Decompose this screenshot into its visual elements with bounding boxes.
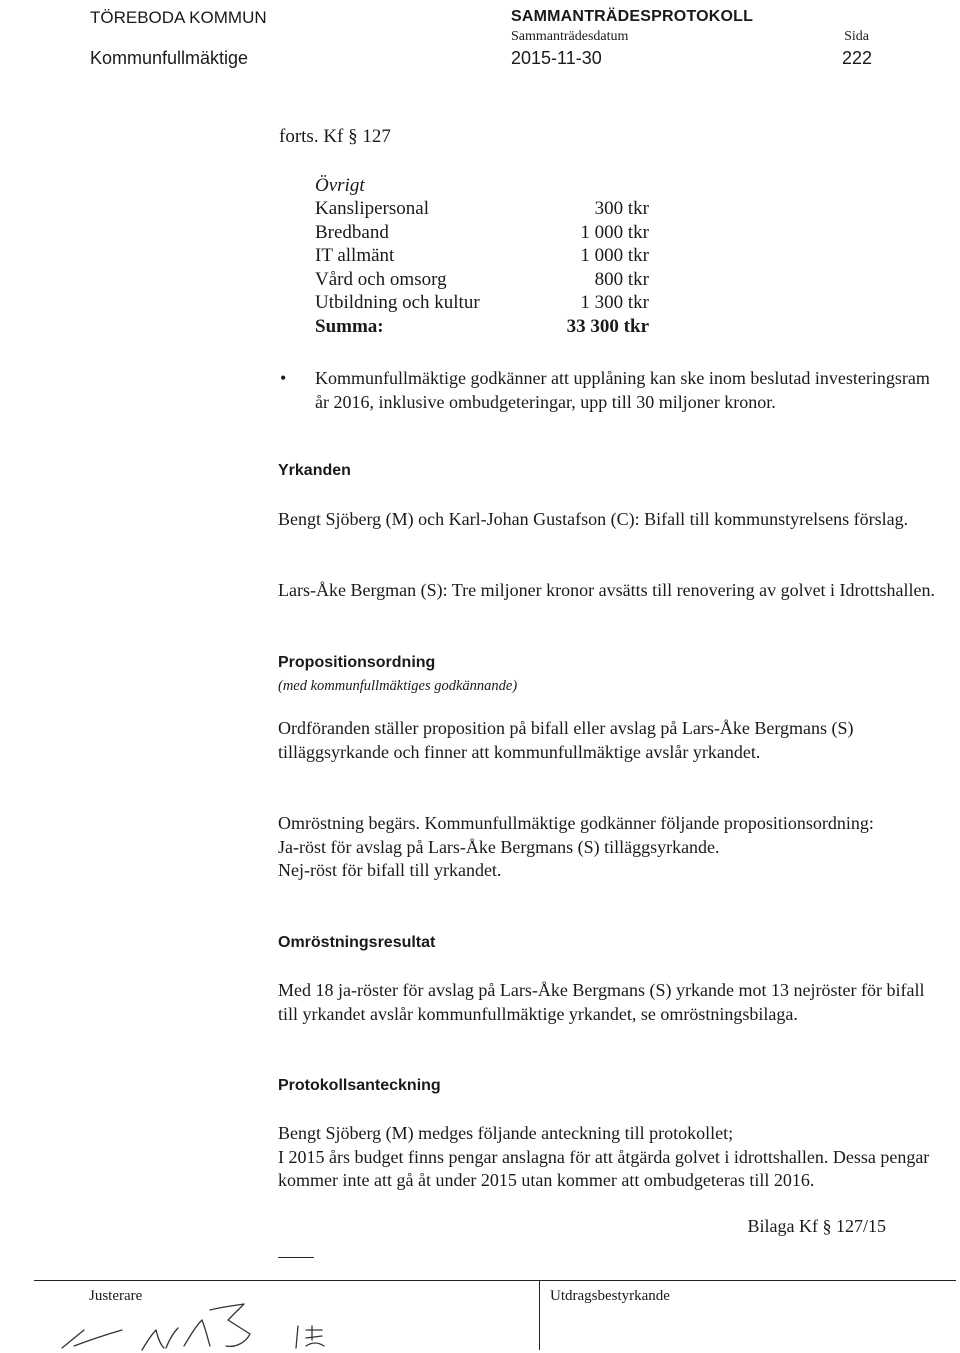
budget-item-label: IT allmänt	[315, 245, 395, 266]
budget-item-amount: 300 tkr	[594, 198, 649, 219]
proposition-heading: Propositionsordning	[278, 654, 436, 671]
budget-row	[315, 222, 675, 246]
note-paragraph	[278, 1122, 938, 1193]
section-continuation: forts. Kf § 127	[279, 126, 391, 147]
yrkande-paragraph	[278, 508, 938, 532]
utdrag-label: Utdragsbestyrkande	[550, 1288, 670, 1304]
yrkande-text: Lars-Åke Bergman (S): Tre miljoner kronor avsätts till renovering av golvet i Idrottshallen.	[278, 580, 936, 600]
page-label: Sida	[844, 29, 869, 44]
result-paragraph	[278, 979, 938, 1026]
budget-item-amount: 1 000 tkr	[580, 221, 649, 243]
yrkanden-section	[278, 459, 938, 483]
vote-order-line: Ja-röst för avslag på Lars-Åke Bergmans (S) tilläggsyrkande.	[278, 836, 720, 857]
budget-list	[315, 175, 675, 339]
budget-sum-amount: 33 300 tkr	[566, 315, 649, 337]
budget-heading: Övrigt	[315, 175, 365, 196]
vote-order-line: Omröstning begärs. Kommunfullmäktige godkänner följande propositionsordning:	[278, 813, 874, 833]
meeting-date: 2015-11-30	[511, 48, 602, 68]
page-number: 222	[841, 48, 872, 68]
budget-row	[315, 198, 675, 222]
budget-item-label: Vård och omsorg	[315, 268, 447, 290]
proposition-text: Ordföranden ställer proposition på bifall eller avslag på Lars-Åke Bergmans (S) tilläggsyrkande och finner att kommunfullmäktige avslår yrkandet.	[278, 718, 854, 762]
note-line: I 2015 års budget finns pengar anslagna för att åtgärda golvet i idrottshallen. Dessa pengar kommer inte att gå åt under 2015 utan kommer att ombudgeteras till 2016.	[278, 1146, 930, 1190]
justerare-label: Justerare	[89, 1288, 143, 1304]
budget-item-label: Utbildning och kultur	[315, 292, 480, 313]
note-line: Bengt Sjöberg (M) medges följande anteckning till protokollet;	[278, 1123, 734, 1143]
vote-order-line: Nej-röst för bifall till yrkandet.	[278, 860, 502, 880]
document-title: SAMMANTRÄDESPROTOKOLL	[511, 8, 754, 25]
proposition-note: (med kommunfullmäktiges godkännande)	[278, 677, 518, 694]
vote-order-paragraph	[278, 812, 938, 883]
budget-row	[315, 269, 675, 293]
result-section	[278, 931, 938, 955]
budget-row	[315, 245, 675, 269]
attachment-reference: Bilaga Kf § 127/15	[747, 1216, 886, 1236]
note-heading: Protokollsanteckning	[278, 1077, 441, 1094]
result-heading: Omröstningsresultat	[278, 934, 436, 951]
budget-sum-label: Summa:	[315, 315, 384, 337]
budget-item-amount: 1 000 tkr	[580, 245, 649, 266]
yrkande-text: Bengt Sjöberg (M) och Karl-Johan Gustafson (C): Bifall till kommunstyrelsens förslag.	[278, 509, 909, 529]
proposition-section	[278, 651, 938, 698]
proposition-paragraph	[278, 717, 938, 764]
note-section	[278, 1074, 938, 1098]
budget-item-amount: 1 300 tkr	[580, 292, 649, 313]
yrkanden-heading: Yrkanden	[278, 462, 351, 479]
footer-column-divider	[539, 1280, 540, 1350]
budget-item-label: Kanslipersonal	[315, 198, 429, 219]
footer-divider	[34, 1280, 956, 1281]
yrkande-paragraph	[278, 579, 938, 603]
budget-item-amount: 800 tkr	[594, 268, 649, 290]
handwritten-signature	[60, 1290, 460, 1353]
budget-sum-row	[315, 316, 675, 340]
decision-text: Kommunfullmäktige godkänner att upplåning kan ske inom beslutad investeringsram år 2016, inklusive ombudgeteringar, upp till 30 miljoner kronor.	[315, 368, 930, 412]
budget-item-label: Bredband	[315, 221, 389, 243]
divider	[278, 1257, 314, 1258]
budget-row	[315, 292, 675, 316]
result-text: Med 18 ja-röster för avslag på Lars-Åke Bergmans (S) yrkande mot 13 nejröster för bifall till yrkandet avslår kommunfullmäktige yrkandet, se omröstningsbilaga.	[278, 980, 925, 1024]
body-name: Kommunfullmäktige	[90, 48, 249, 68]
bullet-icon: •	[280, 368, 287, 388]
date-label: Sammanträdesdatum	[511, 29, 629, 44]
organization-name: TÖREBODA KOMMUN	[90, 8, 267, 27]
